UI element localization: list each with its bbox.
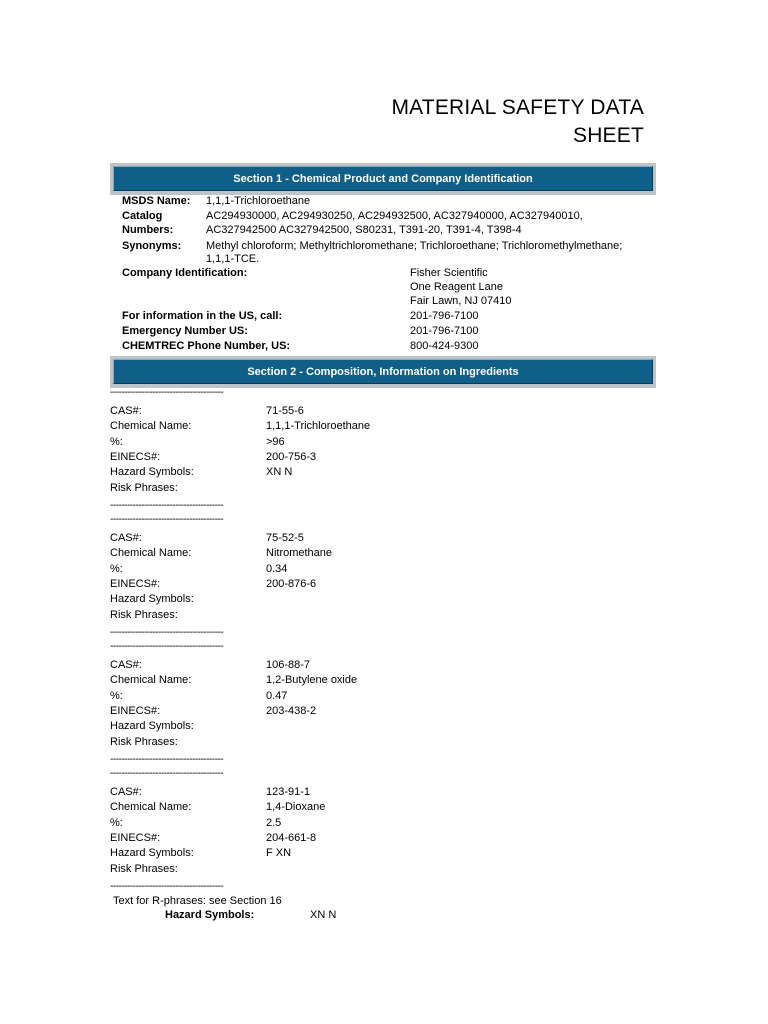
ingredient-separator: ---------------------------------------- (110, 627, 224, 638)
ingredient-percent-value: >96 (266, 435, 285, 448)
emergency-phone-label: Emergency Number US: (122, 325, 248, 337)
document-title (324, 94, 644, 150)
ingredient-risk-label: Risk Phrases: (110, 481, 178, 494)
ingredient-risk-label: Risk Phrases: (110, 735, 178, 748)
ingredient-cas-value: 106-88-7 (266, 659, 311, 671)
ingredient-percent-label: %: (110, 689, 123, 702)
company-identification-label: Company Identification: (122, 267, 248, 279)
ingredient-einecs-label: EINECS#: (110, 577, 161, 590)
ingredient-separator: ---------------------------------------- (110, 514, 224, 525)
ingredient-cas-label: CAS#: (110, 786, 142, 798)
ingredient-cas-label: CAS#: (110, 532, 142, 544)
ingredient-hazard-label: Hazard Symbols: (110, 466, 194, 479)
ingredient-separator: ---------------------------------------- (110, 641, 224, 652)
ingredient-chemical-name-label: Chemical Name: (110, 420, 192, 433)
synonyms-line1: Methyl chloroform; Methyltrichloromethane; Trichloroethane; Trichloromethylmethane; (206, 240, 623, 252)
footer-hazard-label: Hazard Symbols: (165, 909, 255, 921)
ingredient-risk-label: Risk Phrases: (110, 608, 178, 621)
footer-hazard-value: XN N (310, 909, 337, 921)
ingredient-einecs-value: 200-756-3 (266, 450, 317, 463)
ingredient-risk-label: Risk Phrases: (110, 862, 178, 875)
section-1-header-bar (110, 163, 656, 195)
ingredient-einecs-value: 200-876-6 (266, 577, 317, 590)
ingredient-chemical-name-label: Chemical Name: (110, 674, 192, 687)
ingredient-separator: ---------------------------------------- (110, 881, 224, 892)
ingredient-percent-label: %: (110, 435, 123, 448)
ingredient-percent-label: %: (110, 562, 123, 575)
ingredient-chemical-name-value: 1,4-Dioxane (266, 801, 326, 814)
company-city: Fair Lawn, NJ 07410 (410, 295, 512, 307)
synonyms-line2: 1,1,1-TCE. (206, 253, 260, 265)
ingredient-einecs-label: EINECS#: (110, 831, 161, 844)
section-2-header-bar (110, 356, 656, 388)
ingredient-separator: ---------------------------------------- (110, 500, 224, 511)
msds-name-label: MSDS Name: (122, 195, 191, 207)
ingredient-einecs-label: EINECS#: (110, 704, 161, 717)
ingredient-cas-value: 123-91-1 (266, 786, 311, 798)
ingredient-cas-value: 71-55-6 (266, 405, 304, 417)
ingredient-einecs-value: 204-661-8 (266, 831, 317, 844)
emergency-phone-value: 201-796-7100 (410, 325, 479, 337)
synonyms-label: Synonyms: (122, 240, 182, 252)
ingredient-separator: ---------------------------------------- (110, 754, 224, 765)
ingredient-cas-label: CAS#: (110, 659, 142, 671)
title-line-2: SHEET (572, 124, 644, 147)
info-phone-label: For information in the US, call: (122, 310, 283, 322)
company-street: One Reagent Lane (410, 281, 503, 293)
ingredient-percent-value: 0.34 (266, 562, 288, 575)
catalog-label-line2: Numbers: (122, 224, 174, 236)
ingredient-hazard-value: XN N (266, 466, 293, 479)
ingredient-einecs-value: 203-438-2 (266, 704, 317, 717)
ingredient-percent-label: %: (110, 816, 123, 829)
ingredient-einecs-label: EINECS#: (110, 450, 161, 463)
ingredient-chemical-name-label: Chemical Name: (110, 801, 192, 814)
ingredient-separator: ---------------------------------------- (110, 387, 224, 398)
ingredient-cas-value: 75-52-5 (266, 532, 304, 544)
r-phrases-note: Text for R-phrases: see Section 16 (113, 895, 282, 907)
ingredient-chemical-name-value: Nitromethane (266, 547, 333, 560)
ingredient-percent-value: 2.5 (266, 816, 282, 829)
chemtrec-phone-label: CHEMTREC Phone Number, US: (122, 340, 291, 352)
ingredient-hazard-label: Hazard Symbols: (110, 720, 194, 733)
ingredient-percent-value: 0.47 (266, 689, 288, 702)
ingredient-chemical-name-value: 1,1,1-Trichloroethane (266, 420, 371, 433)
section-2-header: Section 2 - Composition, Information on Ingredients (113, 359, 653, 384)
ingredient-chemical-name-label: Chemical Name: (110, 547, 192, 560)
ingredient-hazard-label: Hazard Symbols: (110, 593, 194, 606)
msds-name-value: 1,1,1-Trichloroethane (206, 195, 311, 207)
ingredient-hazard-label: Hazard Symbols: (110, 847, 194, 860)
company-name: Fisher Scientific (410, 267, 488, 279)
section-1-header: Section 1 - Chemical Product and Company Identification (113, 166, 653, 191)
catalog-numbers-line1: AC294930000, AC294930250, AC294932500, AC327940000, AC327940010, (206, 210, 583, 222)
info-phone-value: 201-796-7100 (410, 310, 479, 322)
title-line-1: MATERIAL SAFETY DATA (391, 96, 644, 119)
catalog-numbers-line2: AC327942500 AC327942500, S80231, T391-20, T391-4, T398-4 (206, 224, 522, 236)
ingredient-hazard-value: F XN (266, 847, 292, 860)
catalog-label-line1: Catalog (122, 210, 163, 222)
ingredient-separator: ---------------------------------------- (110, 768, 224, 779)
ingredient-chemical-name-value: 1,2-Butylene oxide (266, 674, 358, 687)
ingredient-cas-label: CAS#: (110, 405, 142, 417)
chemtrec-phone-value: 800-424-9300 (410, 340, 479, 352)
